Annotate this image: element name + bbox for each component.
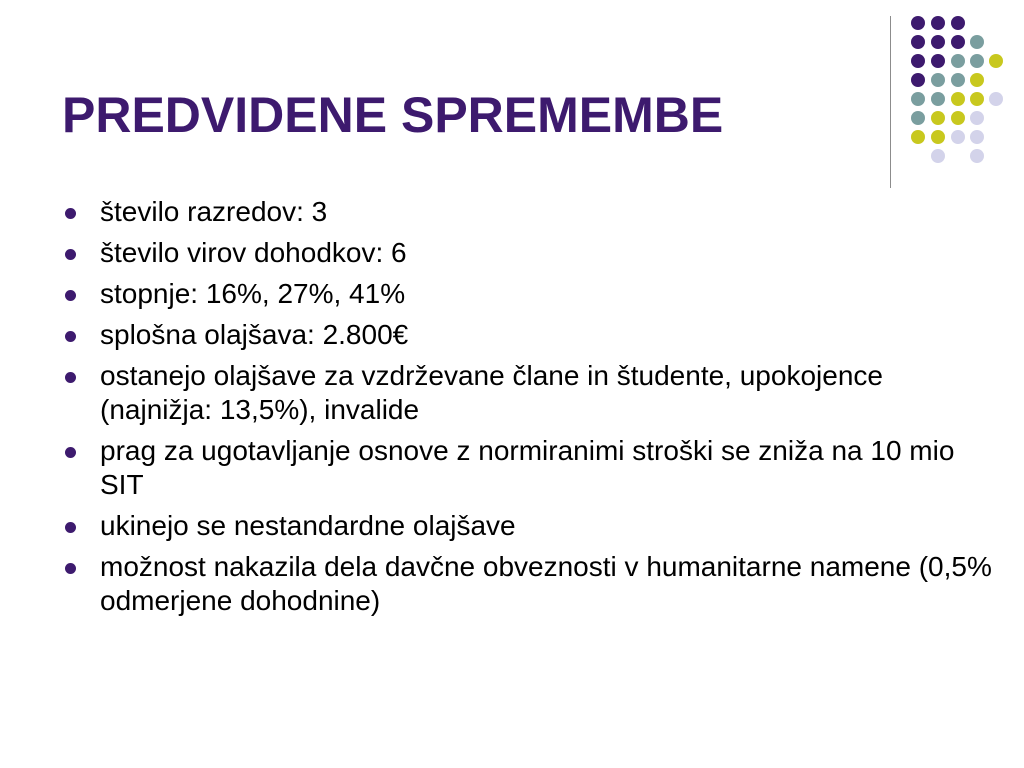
decor-dot — [970, 130, 984, 144]
bullet-text: število razredov: 3 — [100, 196, 328, 227]
decor-dot — [931, 73, 945, 87]
bullet-text: prag za ugotavljanje osnove z normiranimi stroški se zniža na 10 mio SIT — [100, 435, 955, 500]
decor-dot — [951, 54, 965, 68]
vertical-divider — [890, 16, 891, 188]
bullet-text: možnost nakazila dela davčne obveznosti v humanitarne namene (0,5% odmerjene dohodnine) — [100, 551, 992, 616]
decor-dot — [951, 35, 965, 49]
bullet-text: stopnje: 16%, 27%, 41% — [100, 278, 406, 309]
decor-dot — [951, 130, 965, 144]
bullet-list — [62, 195, 992, 625]
bullet-text: splošna olajšava: 2.800€ — [100, 319, 409, 350]
decor-dot — [970, 92, 984, 106]
decor-dot — [970, 54, 984, 68]
bullet-item — [62, 434, 992, 502]
decor-dot — [911, 54, 925, 68]
bullet-dot-icon — [65, 290, 76, 301]
decor-dot — [931, 111, 945, 125]
bullet-item — [62, 550, 992, 618]
decor-dot — [931, 54, 945, 68]
slide-title: PREDVIDENE SPREMEMBE — [62, 87, 724, 143]
decor-dot — [951, 111, 965, 125]
decor-dot — [911, 16, 925, 30]
decor-dot — [970, 149, 984, 163]
decor-dot — [931, 149, 945, 163]
bullet-item — [62, 195, 992, 229]
bullet-dot-icon — [65, 331, 76, 342]
bullet-item — [62, 509, 992, 543]
bullet-text: ukinejo se nestandardne olajšave — [100, 510, 516, 541]
bullet-item — [62, 277, 992, 311]
decor-dot — [989, 92, 1003, 106]
bullet-dot-icon — [65, 208, 76, 219]
decor-dot — [989, 54, 1003, 68]
decor-dot — [951, 73, 965, 87]
bullet-dot-icon — [65, 447, 76, 458]
decor-dot — [931, 16, 945, 30]
decor-dot — [931, 130, 945, 144]
bullet-item — [62, 359, 992, 427]
decor-dot — [931, 35, 945, 49]
bullet-dot-icon — [65, 372, 76, 383]
bullet-text: število virov dohodkov: 6 — [100, 237, 407, 268]
decor-dot — [970, 35, 984, 49]
decor-dot — [951, 16, 965, 30]
decor-dot — [911, 92, 925, 106]
bullet-dot-icon — [65, 249, 76, 260]
bullet-dot-icon — [65, 522, 76, 533]
decor-dot — [951, 92, 965, 106]
decor-dot — [911, 111, 925, 125]
decor-dot — [911, 73, 925, 87]
decor-dot — [911, 130, 925, 144]
decor-dot — [911, 35, 925, 49]
decor-dot — [970, 111, 984, 125]
bullet-item — [62, 236, 992, 270]
bullet-dot-icon — [65, 563, 76, 574]
bullet-text: ostanejo olajšave za vzdrževane člane in študente, upokojence (najnižja: 13,5%), invalide — [100, 360, 883, 425]
decor-dot — [931, 92, 945, 106]
decor-dot — [970, 73, 984, 87]
bullet-item — [62, 318, 992, 352]
